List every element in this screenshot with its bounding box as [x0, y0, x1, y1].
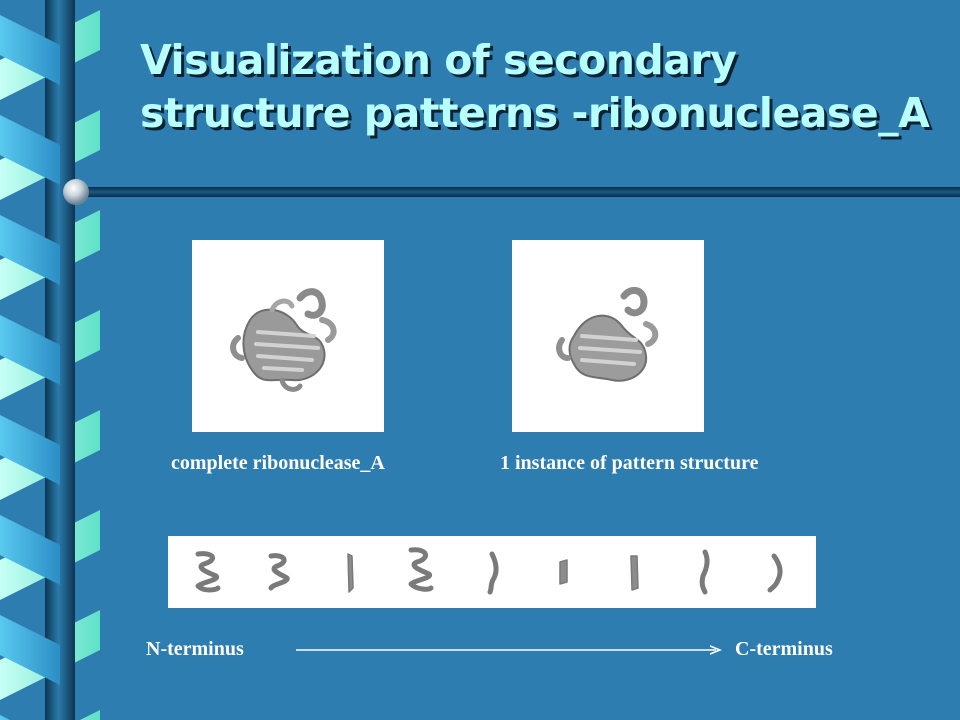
- pattern-segments-strip: [168, 536, 816, 608]
- ribbon-decoration: [0, 0, 110, 720]
- secondary-structure-segment-icon: [560, 560, 567, 584]
- title-divider: [62, 178, 960, 206]
- terminus-arrow: [296, 640, 724, 660]
- secondary-structure-segment-icon: [198, 554, 218, 590]
- secondary-structure-segment-icon: [490, 554, 496, 592]
- caption-pattern-instance: 1 instance of pattern structure: [500, 452, 759, 474]
- secondary-structure-segment-icon: [702, 552, 707, 592]
- secondary-structure-segment-icon: [631, 556, 638, 590]
- secondary-structure-segment-icon: [411, 550, 431, 589]
- secondary-structure-segment-icon: [271, 556, 287, 588]
- c-terminus-label: C-terminus: [735, 638, 833, 660]
- secondary-structure-segment-icon: [770, 556, 780, 590]
- protein-structure-icon: [512, 240, 704, 432]
- slide-title: Visualization of secondary structure patterns -ribonuclease_A: [140, 36, 930, 137]
- n-terminus-label: N-terminus: [146, 638, 244, 660]
- caption-complete-ribonuclease: complete ribonuclease_A: [171, 452, 385, 474]
- pattern-instance-image: [512, 240, 704, 432]
- secondary-structure-segment-icon: [348, 554, 353, 592]
- protein-structure-icon: [192, 240, 384, 432]
- complete-structure-image: [192, 240, 384, 432]
- segment-row: [168, 536, 816, 608]
